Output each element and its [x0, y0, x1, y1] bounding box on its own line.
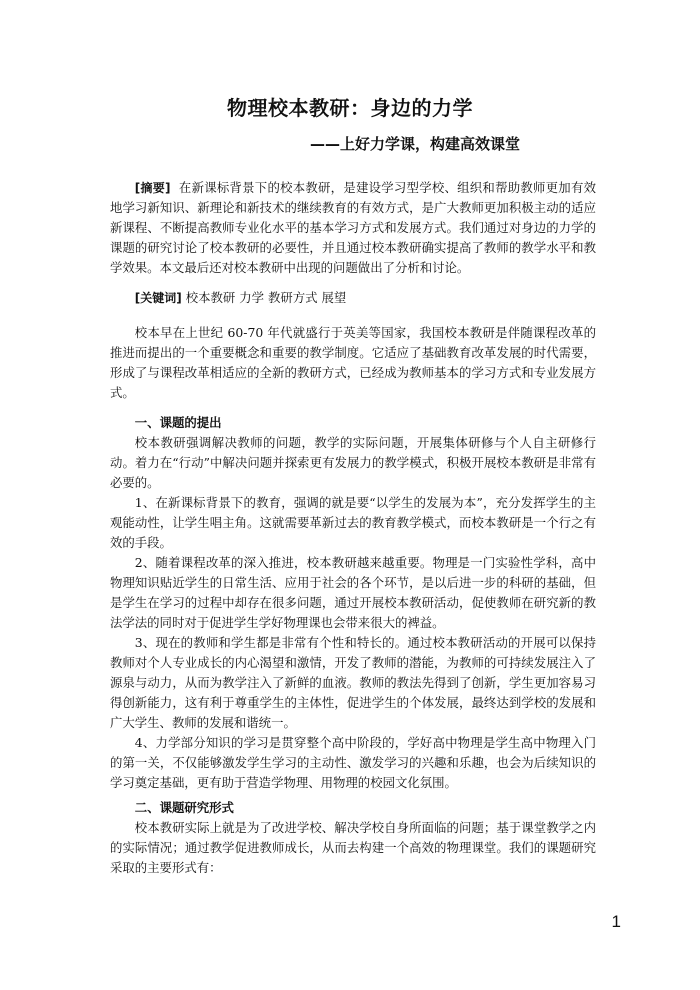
- section-2-paragraph: 校本教研实际上就是为了改进学校、解决学校自身所面临的问题；基于课堂教学之内的实际情况；通过教学促进教师成长，从而去构建一个高效的物理课堂。我们的课题研究采取的主要形式有：: [110, 820, 596, 875]
- section-1: [110, 413, 596, 793]
- section-1-paragraph: 校本教研强调解决教师的问题，教学的实际问题，开展集体研修与个人自主研修行动。着力在“行动”中解决问题并探索更有发展力的教学模式，积极开展校本教研是非常有必要的。: [110, 435, 596, 490]
- abstract-label: [摘要]: [134, 181, 171, 195]
- section-1-paragraph: 1、在新课标背景下的教育，强调的就是要“以学生的发展为本”，充分发挥学生的主观能动性，让学生唱主角。这就需要革新过去的教育教学模式，而校本教研是一个行之有效的手段。: [110, 495, 596, 550]
- keywords-label: [关键词]: [134, 291, 182, 305]
- intro-block: [110, 323, 596, 403]
- section-1-paragraph: 4、力学部分知识的学习是贯穿整个高中阶段的，学好高中物理是学生高中物理入门的第一关，不仅能够激发学生学习的主动性、激发学习的兴趣和乐趣，也会为后续知识的学习奠定基础，更有助于营造学物理、用物理的校园文化氛围。: [110, 735, 596, 790]
- section-1-paragraph: 3、现在的教师和学生都是非常有个性和特长的。通过校本教研活动的开展可以保持教师对个人专业成长的内心渴望和激情，开发了教师的潜能，为教师的可持续发展注入了源泉与动力，从而为教学注入了新鲜的血液。教师的教法先得到了创新，学生更加容易习得创新能力，这有利于尊重学生的主体性，促进学生的个体发展，最终达到学校的发展和广大学生、教师的发展和谐统一。: [110, 635, 596, 730]
- section-2: [110, 798, 596, 878]
- abstract-block: [110, 178, 596, 278]
- keywords-paragraph: [110, 288, 596, 308]
- keywords-text: 校本教研 力学 教研方式 展望: [185, 290, 347, 305]
- section-2-heading: 二、课题研究形式: [134, 800, 234, 815]
- section-1-heading: 一、课题的提出: [134, 415, 222, 430]
- document-title: 物理校本教研：身边的力学: [227, 96, 473, 120]
- page-number: 1: [611, 912, 621, 931]
- keywords-block: [110, 288, 596, 308]
- intro-paragraph: 校本早在上世纪 60-70 年代就盛行于英美等国家，我国校本教研是伴随课程改革的推进而提出的一个重要概念和重要的教学制度。它适应了基础教育改革发展的时代需要，形成了与课程改革相适应的全新的教研方式，已经成为教师基本的学习方式和专业发展方式。: [110, 325, 596, 400]
- abstract-paragraph: [110, 178, 596, 278]
- abstract-text: 在新课标背景下的校本教研，是建设学习型学校、组织和帮助教师更加有效地学习新知识、新理论和新技术的继续教育的有效方式，是广大教师更加积极主动的适应新课程、不断提高教师专业化水平的基本学习方式和发展方式。我们通过对身边的力学的课题的研究讨论了校本教研的必要性，并且通过校本教研确实提高了教师的教学水平和教学效果。本文最后还对校本教研中出现的问题做出了分析和讨论。: [110, 180, 596, 275]
- section-1-paragraph: 2、随着课程改革的深入推进，校本教研越来越重要。物理是一门实验性学科，高中物理知识贴近学生的日常生活、应用于社会的各个环节，是以后进一步的科研的基础，但是学生在学习的过程中却存在很多问题，通过开展校本教研活动，促使教师在研究新的教法学法的同时对于促进学生学好物理课也会带来很大的裨益。: [110, 555, 596, 630]
- document-subtitle: ——上好力学课，构建高效课堂: [310, 135, 521, 153]
